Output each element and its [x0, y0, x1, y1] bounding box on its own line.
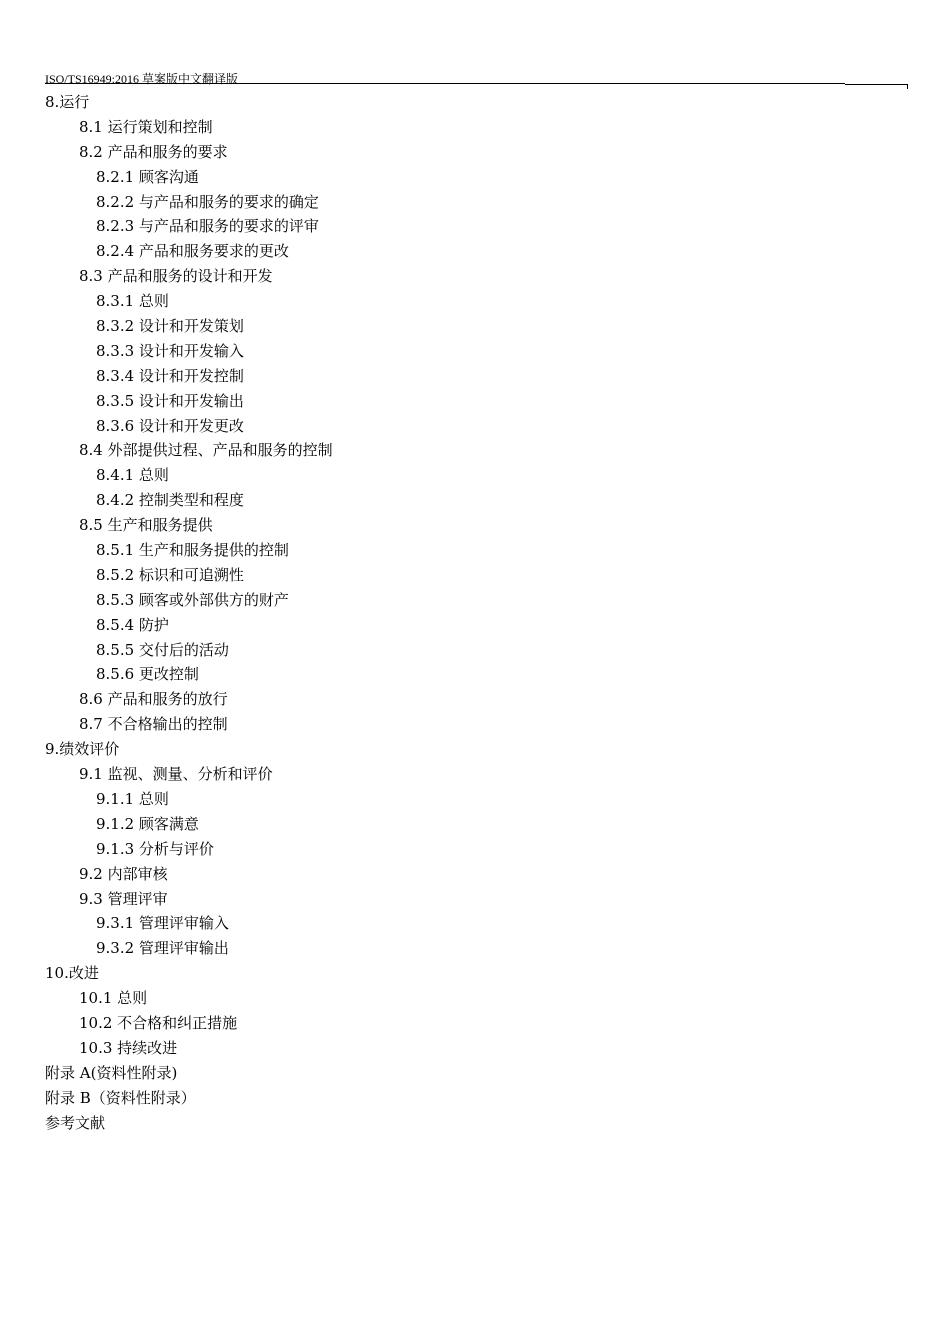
toc-entry-level-2: 9.1 监视、测量、分析和评价 — [79, 765, 273, 784]
header-rule-end — [845, 84, 908, 89]
toc-entry-level-3: 8.3.2 设计和开发策划 — [96, 317, 244, 336]
document-title: ISO/TS16949:2016 草案版中文翻译版 — [45, 72, 239, 86]
toc-entry-level-3: 8.5.2 标识和可追溯性 — [96, 565, 244, 584]
toc-entry-level-3: 8.2.2 与产品和服务的要求的确定 — [96, 192, 319, 211]
toc-entry-level-3: 9.1.2 顾客满意 — [96, 814, 199, 833]
toc-entry-level-2: 10.3 持续改进 — [79, 1038, 178, 1057]
toc-entry-level-3: 8.5.1 生产和服务提供的控制 — [96, 541, 289, 560]
toc-entry-level-3: 8.5.6 更改控制 — [96, 665, 199, 684]
toc-entry-level-3: 8.5.4 防护 — [96, 615, 169, 634]
toc-entry-level-1: 9.绩效评价 — [45, 740, 120, 759]
toc-entry-level-3: 8.5.3 顾客或外部供方的财产 — [96, 590, 289, 609]
toc-entry-level-3: 8.3.4 设计和开发控制 — [96, 366, 244, 385]
page-header — [45, 71, 845, 87]
toc-entry-level-2: 8.4 外部提供过程、产品和服务的控制 — [79, 441, 333, 460]
toc-entry-level-3: 8.5.5 交付后的活动 — [96, 640, 229, 659]
toc-entry-level-1: 8.运行 — [45, 93, 90, 111]
header-rule — [45, 83, 845, 84]
toc-entry-level-1: 参考文献 — [45, 1113, 106, 1132]
toc-entry-level-2: 8.1 运行策划和控制 — [79, 117, 213, 136]
toc-entry-level-3: 9.3.2 管理评审输出 — [96, 939, 229, 958]
toc-entry-level-1: 附录 A(资料性附录) — [45, 1063, 178, 1082]
toc-entry-level-3: 8.3.6 设计和开发更改 — [96, 416, 244, 435]
toc-entry-level-3: 9.1.1 总则 — [96, 789, 169, 808]
toc-entry-level-2: 8.5 生产和服务提供 — [79, 516, 213, 535]
table-of-contents — [0, 90, 950, 1135]
toc-entry-level-2: 8.3 产品和服务的设计和开发 — [79, 267, 273, 286]
toc-entry-level-3: 8.3.1 总则 — [96, 292, 169, 311]
toc-entry-level-3: 8.3.5 设计和开发输出 — [96, 391, 244, 410]
toc-entry-level-2: 9.3 管理评审 — [79, 889, 168, 908]
toc-entry-level-3: 8.2.4 产品和服务要求的更改 — [96, 242, 289, 261]
toc-entry-level-3: 8.2.1 顾客沟通 — [96, 167, 199, 186]
toc-entry-level-3: 9.1.3 分析与评价 — [96, 839, 214, 858]
toc-entry-level-2: 8.7 不合格输出的控制 — [79, 715, 228, 734]
toc-entry-level-1: 附录 B（资料性附录） — [45, 1088, 196, 1107]
toc-entry-level-3: 8.2.3 与产品和服务的要求的评审 — [96, 217, 319, 236]
toc-entry-level-2: 9.2 内部审核 — [79, 864, 168, 883]
toc-entry-level-3: 8.4.2 控制类型和程度 — [96, 491, 244, 510]
toc-entry-level-2: 10.1 总则 — [79, 989, 148, 1008]
toc-entry-level-3: 9.3.1 管理评审输入 — [96, 914, 229, 933]
toc-entry-level-2: 8.6 产品和服务的放行 — [79, 690, 228, 709]
toc-entry-level-2: 10.2 不合格和纠正措施 — [79, 1013, 238, 1032]
toc-entry-level-3: 8.3.3 设计和开发输入 — [96, 341, 244, 360]
toc-entry-level-1: 10.改进 — [45, 964, 99, 983]
toc-entry-level-3: 8.4.1 总则 — [96, 466, 169, 485]
toc-entry-level-2: 8.2 产品和服务的要求 — [79, 142, 228, 161]
